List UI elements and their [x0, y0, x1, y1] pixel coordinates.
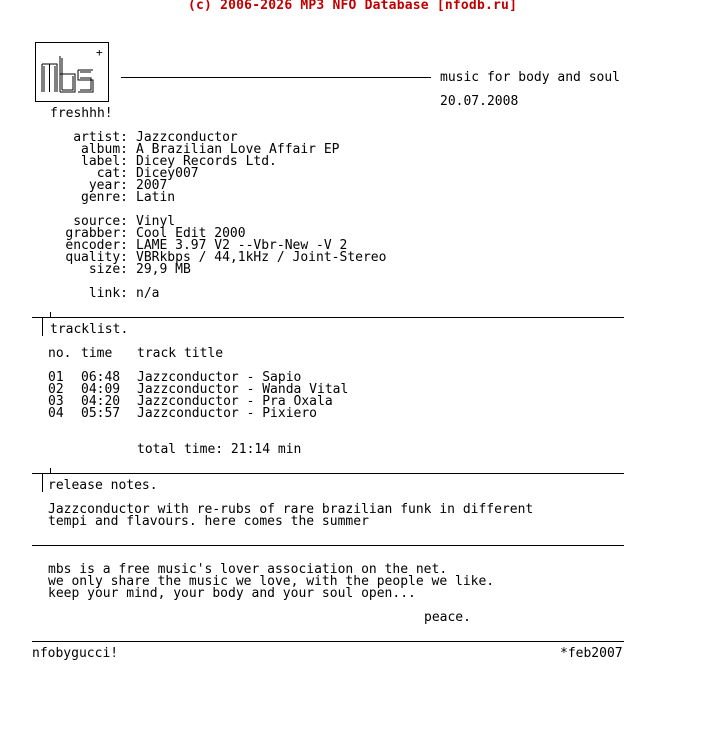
section-tick [50, 312, 51, 318]
mbs-logo [35, 42, 109, 102]
info-value: Cool Edit 2000 [136, 226, 246, 241]
track-title: Jazzconductor - Pixiero [137, 406, 318, 421]
info-label: artist: [73, 130, 128, 145]
svg-text:+: + [96, 46, 103, 59]
info-label: source: [73, 214, 128, 229]
header-rule [121, 77, 431, 78]
info-value: 29,9 MB [136, 262, 191, 277]
about-line: we only share the music we love, with the people we like. [48, 574, 495, 589]
info-label: cat: [96, 166, 128, 181]
total-time: total time: 21:14 min [137, 442, 302, 457]
intro-text: freshhh! [50, 106, 113, 121]
tagline: music for body and soul [440, 70, 621, 85]
notes-line: Jazzconductor with re-rubs of rare brazilian funk in different [48, 502, 534, 517]
section-rule [32, 317, 624, 318]
info-value: Jazzconductor [136, 130, 238, 145]
track-time: 04:20 [81, 394, 121, 409]
info-label: grabber: [65, 226, 128, 241]
info-label: size: [88, 262, 128, 277]
col-time: time [81, 346, 113, 361]
track-title: Jazzconductor - Pra Oxala [137, 394, 333, 409]
info-value: Vinyl [136, 214, 176, 229]
info-label: encoder: [65, 238, 128, 253]
section-tick [50, 468, 51, 474]
section-rule [32, 545, 624, 546]
site-banner: (c) 2006-2026 MP3 NFO Database [nfodb.ru] [188, 0, 518, 13]
track-no: 03 [48, 394, 64, 409]
track-no: 04 [48, 406, 64, 421]
section-bar [42, 474, 43, 492]
info-value: Dicey Records Ltd. [136, 154, 277, 169]
info-value: n/a [136, 286, 160, 301]
col-no: no. [48, 346, 72, 361]
release-date: 20.07.2008 [440, 94, 519, 109]
info-value: VBRkbps / 44,1kHz / Joint-Stereo [136, 250, 387, 265]
info-label: quality: [65, 250, 128, 265]
section-rule [32, 473, 624, 474]
notes-heading: release notes. [48, 478, 158, 493]
info-value: Dicey007 [136, 166, 199, 181]
track-time: 06:48 [81, 370, 121, 385]
about-line: keep your mind, your body and your soul open... [48, 586, 416, 601]
track-title: Jazzconductor - Wanda Vital [137, 382, 349, 397]
info-label: label: [81, 154, 128, 169]
col-title: track title [137, 346, 224, 361]
footer-rule [32, 641, 624, 642]
notes-line: tempi and flavours. here comes the summer [48, 514, 369, 529]
track-no: 01 [48, 370, 64, 385]
about-line: mbs is a free music's lover association on the net. [48, 562, 448, 577]
info-label: link: [88, 286, 128, 301]
track-time: 04:09 [81, 382, 121, 397]
track-time: 05:57 [81, 406, 121, 421]
info-label: year: [88, 178, 128, 193]
tracklist-heading: tracklist. [50, 322, 129, 337]
footer-credit: nfobygucci! [32, 646, 119, 661]
info-value: LAME 3.97 V2 --Vbr-New -V 2 [136, 238, 348, 253]
info-label: genre: [81, 190, 128, 205]
info-label: album: [81, 142, 128, 157]
info-value: Latin [136, 190, 176, 205]
footer-date: *feb2007 [560, 646, 623, 661]
section-bar [42, 318, 43, 336]
info-value: A Brazilian Love Affair EP [136, 142, 340, 157]
signoff: peace. [424, 610, 471, 625]
track-no: 02 [48, 382, 64, 397]
track-title: Jazzconductor - Sapio [137, 370, 302, 385]
info-value: 2007 [136, 178, 168, 193]
